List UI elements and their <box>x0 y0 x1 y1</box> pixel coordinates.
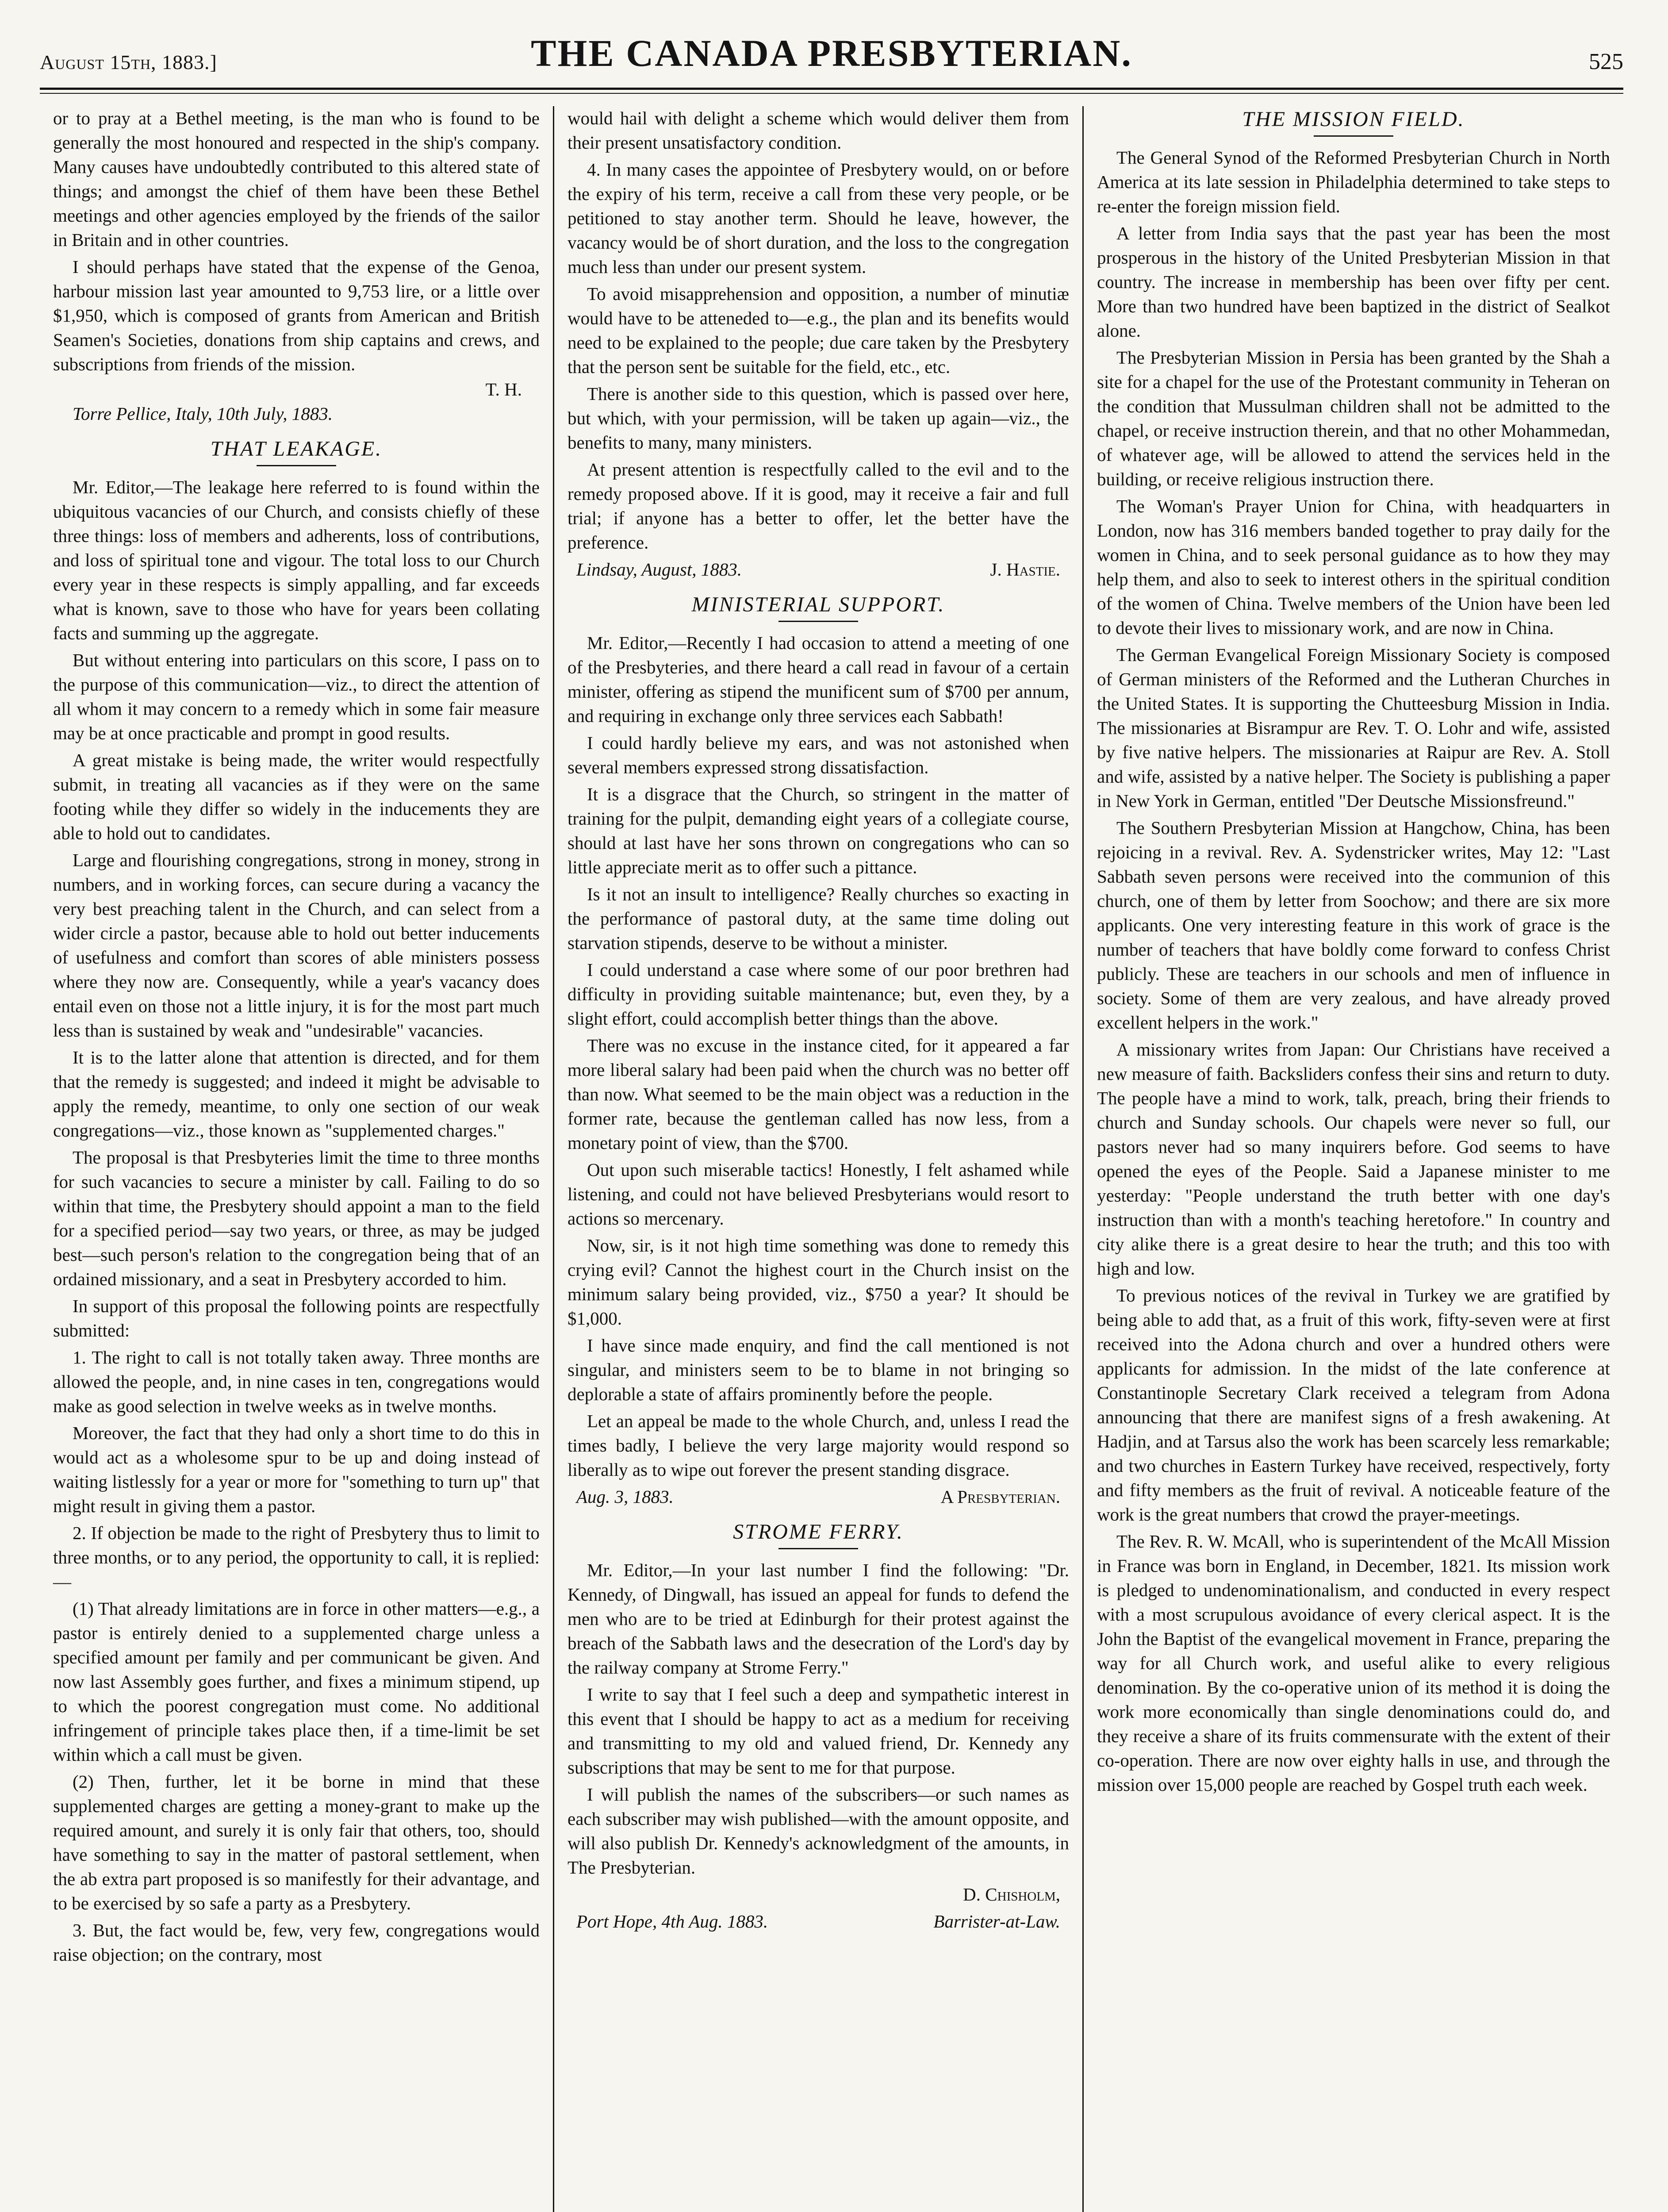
paragraph: The Rev. R. W. McAll, who is superintendent of the McAll Mission in France was born in England, in December, 1821. Its mission work is pledged to undenominationalism, and conducted in every respect with a most scrupulous avoidance of every clerical aspect. It is the John the Baptist of the evangelical movement in France, preparing the way for all Church work, and useful alike to every religious denomination. By the co-operative union of its method it is doing the work more economically than single denominations could do, and they receive a share of its fruits commensurate with the extent of their co-operation. There are now over eighty halls in use, and through the mission over 15,000 people are reached by Gospel truth each week. <box>1097 1531 1610 1795</box>
masthead-rule-thin <box>40 93 1623 94</box>
paragraph: I could understand a case where some of our poor brethren had difficulty in providing suitable maintenance; but, even they, by a slight effort, could accomplish better things than the above. <box>568 960 1069 1029</box>
paragraph: (2) Then, further, let it be borne in mind that these supplemented charges are getting a money-grant to make up the required amount, and surely it is only fair that others, too, should have something to say in the matter of pastoral settlement, when the ab extra part proposed is so manifestly for their advantage, and to be exercised by so safe a party as a Presbytery. <box>53 1771 540 1913</box>
column-middle <box>553 106 1084 2212</box>
paragraph: It is a disgrace that the Church, so stringent in the matter of training for the pulpit, demanding eight years of a collegiate course, should at last have her sons thrown on congregations who can so little appreciate merit as to offer such a pittance. <box>568 784 1069 877</box>
paragraph: To avoid misapprehension and opposition, a number of minutiæ would have to be atteneded to—e.g., the plan and its benefits would need to be explained to the people; due care taken by the Presbytery that the person sent be suitable for the field, etc., etc. <box>568 284 1069 377</box>
article-heading-ministerial-support: MINISTERIAL SUPPORT. <box>691 593 945 616</box>
paragraph: would hail with delight a scheme which would deliver them from their present unsatisfactory condition. <box>568 108 1069 153</box>
article-columns <box>40 106 1623 2212</box>
paragraph: I have since made enquiry, and find the call mentioned is not singular, and ministers seem to be to blame in not bringing so deplorable a state of affairs prominently before the people. <box>568 1335 1069 1404</box>
author-name: A Presbyterian. <box>940 1486 1060 1507</box>
paragraph: I will publish the names of the subscribers—or such names as each subscriber may wish published—with the amount opposite, and will also publish Dr. Kennedy's acknowledgment of the amounts, in The Presbyterian. <box>568 1784 1069 1878</box>
author-name: D. Chisholm, <box>963 1884 1060 1905</box>
author-title: Barrister-at-Law. <box>933 1911 1060 1932</box>
paragraph: Mr. Editor,—Recently I had occasion to attend a meeting of one of the Presbyteries, and there heard a call read in favour of a certain minister, offering as stipend the munificent sum of $700 per annum, and requiring in exchange only three services each Sabbath! <box>568 633 1069 726</box>
dateline: Torre Pellice, Italy, 10th July, 1883. <box>73 403 333 424</box>
paragraph: The Southern Presbyterian Mission at Hangchow, China, has been rejoicing in a revival. Rev. A. Sydenstricker writes, May 12: "Last Sabbath seven persons were received into the communion of this church, one of them by letter from Soochow; and there are six more applicants. One very interesting feature in this work of grace is the number of teachers that have boldly come forward to confess Christ publicly. These are teachers in our schools and men of influence in society. Some of them are very zealous, and have already proved excellent helpers in the work." <box>1097 818 1610 1033</box>
paragraph: I should perhaps have stated that the expense of the Genoa, harbour mission last year amounted to 9,753 lire, or a little over $1,950, which is composed of grants from American and British Seamen's Societies, donations from ship captains and crews, and subscriptions from friends of the mission. <box>53 257 540 374</box>
dateline: Port Hope, 4th Aug. 1883. <box>576 1911 768 1932</box>
column-right <box>1084 106 1623 2212</box>
signature-block <box>568 557 1069 582</box>
paragraph: 4. In many cases the appointee of Presbytery would, on or before the expiry of his term, receive a call from these very people, or be petitioned to stay another term. Should he leave, however, the vacancy would be of short duration, and the loss to the congregation much less than under our present system. <box>568 159 1069 277</box>
paragraph: Mr. Editor,—In your last number I find the following: "Dr. Kennedy, of Dingwall, has issued an appeal for funds to defend the men who are to be tried at Edinburgh for their protest against the breach of the Sabbath laws and the desecration of the Lord's day by the railway company at Strome Ferry." <box>568 1560 1069 1678</box>
newspaper-title: THE CANADA PRESBYTERIAN. <box>531 32 1132 74</box>
masthead-rule-thick <box>40 88 1623 90</box>
paragraph: Large and flourishing congregations, strong in money, strong in numbers, and in working forces, can secure during a vacancy the very best preaching talent in the Church, and can select from a wider circle a pastor, because able to hold out better inducements of usefulness and comfort than scores of able ministers possess where they now are. Consequently, while a year's vacancy does entail even on those not a little injury, it is for the most part much less than is sustained by weak and "undesirable" vacancies. <box>53 850 540 1041</box>
author-name: J. Hastie. <box>990 559 1060 580</box>
paragraph: The Presbyterian Mission in Persia has been granted by the Shah a site for a chapel for the use of the Protestant community in Teheran on the condition that Mussulman children shall not be admitted to the chapel, or receive instruction therein, and that no other Mohammedan, of whatever age, will be allowed to attend the services held in the building, or receive religious instruction there. <box>1097 347 1610 489</box>
paragraph: Mr. Editor,—The leakage here referred to is found within the ubiquitous vacancies of our Church, and consists chiefly of these three things: loss of members and adherents, loss of contributions, and loss of spiritual tone and vigour. The total loss to our Church every year in these respects is simply appalling, and far exceeds what is known, save to those who have for years been collating facts and summing up the aggregate. <box>53 477 540 643</box>
paragraph: It is to the latter alone that attention is directed, and for them that the remedy is suggested; and indeed it might be advisable to apply the remedy, meantime, to only one section of our weak congregations—viz., those known as "supplemented charges." <box>53 1047 540 1141</box>
article-heading-mission-field: THE MISSION FIELD. <box>1242 108 1465 131</box>
masthead <box>40 31 1623 84</box>
dateline: Aug. 3, 1883. <box>576 1486 674 1507</box>
signature-initials: T. H. <box>485 379 522 399</box>
paragraph: Now, sir, is it not high time something was done to remedy this crying evil? Cannot the highest court in the Church insist on the minimum salary being provided, viz., $750 a year? It should be $1,000. <box>568 1235 1069 1329</box>
heading-rule <box>1314 135 1393 137</box>
article-heading-strome-ferry: STROME FERRY. <box>733 1520 904 1544</box>
issue-date: August 15th, 1883.] <box>40 51 217 73</box>
paragraph: At present attention is respectfully called to the evil and to the remedy proposed above. If it is good, may it receive a fair and full trial; if anyone has a better to offer, let the better have the preference. <box>568 459 1069 553</box>
paragraph: I write to say that I feel such a deep and sympathetic interest in this event that I should be happy to act as a medium for receiving and transmitting to my old and valued friend, Dr. Kennedy any subscriptions that may be sent to me for that purpose. <box>568 1684 1069 1778</box>
paragraph: 1. The right to call is not totally taken away. Three months are allowed the people, and, in nine cases in ten, congregations would make as good selection in twelve weeks as in twelve months. <box>53 1347 540 1416</box>
paragraph: There was no excuse in the instance cited, for it appeared a far more liberal salary had been paid when the church was no better off than now. What seemed to be the main object was a reduction in the former rate, because the gentleman called has now less, from a monetary point of view, than the $700. <box>568 1035 1069 1153</box>
paragraph: A letter from India says that the past year has been the most prosperous in the history of the United Presbyterian Mission in that country. The increase in membership has been over fifty per cent. More than two hundred have been baptized in the district of Sealkot alone. <box>1097 223 1610 341</box>
paragraph: A great mistake is being made, the writer would respectfully submit, in treating all vacancies as if they were on the same footing while they differ so widely in the inducements they are able to hold out to candidates. <box>53 750 540 843</box>
paragraph: I could hardly believe my ears, and was not astonished when several members expressed strong dissatisfaction. <box>568 733 1069 777</box>
paragraph: Let an appeal be made to the whole Church, and, unless I read the times badly, I believe the very large majority would respond so liberally as to wipe out forever the present standing disgrace. <box>568 1411 1069 1480</box>
signature-block <box>568 1485 1069 1509</box>
paragraph: Out upon such miserable tactics! Honestly, I felt ashamed while listening, and could not have believed Presbyterians would resort to actions so mercenary. <box>568 1160 1069 1229</box>
heading-rule <box>778 621 858 622</box>
paragraph: The German Evangelical Foreign Missionary Society is composed of German ministers of the Reformed and the Lutheran Churches in the United States. It is supporting the Chutteesburg Mission in India. The missionaries at Bisrampur are Rev. T. O. Lohr and wife, assisted by five native helpers. The missionaries at Raipur are Rev. A. Stoll and wife, assisted by a native helper. The Society is publishing a paper in New York in German, entitled "Der Deutsche Missionsfreund." <box>1097 645 1610 811</box>
paragraph: There is another side to this question, which is passed over here, but which, with your permission, will be taken up again—viz., the benefits to many, many ministers. <box>568 384 1069 453</box>
paragraph: (1) That already limitations are in force in other matters—e.g., a pastor is entirely denied to a supplemented charge unless a specified amount per family and per communicant be given. And now last Assembly goes further, and fixes a minimum stipend, up to which the poorest congregation must come. No additional infringement of principle takes place then, if a time-limit be set within which a call must be given. <box>53 1598 540 1765</box>
paragraph: A missionary writes from Japan: Our Christians have received a new measure of faith. Backsliders confess their sins and return to duty. The people have a mind to work, talk, preach, bring their friends to church and Sunday schools. Our chapels were never so full, our pastors never had so many inquirers before. God seems to have opened the eyes of the People. Said a Japanese minister to me yesterday: "People understand the truth better with one day's instruction than with a month's teaching heretofore." In country and city alike there is a great desire to hear the truth; and this too with high and low. <box>1097 1039 1610 1279</box>
paragraph: But without entering into particulars on this score, I pass on to the purpose of this communication—viz., to direct the attention of all whom it may concern to a remedy which in some fair measure may be at once practicable and prompt in good results. <box>53 650 540 743</box>
paragraph: or to pray at a Bethel meeting, is the man who is found to be generally the most honoured and respected in the ship's company. Many causes have undoubtedly contributed to this altered state of things; and amongst the chief of them have been these Bethel meetings and other agencies employed by the friends of the sailor in Britain and in other countries. <box>53 108 540 250</box>
paragraph: 3. But, the fact would be, few, very few, congregations would raise objection; on the contrary, most <box>53 1920 540 1965</box>
signature-block <box>568 1909 1069 1934</box>
heading-rule <box>257 465 336 466</box>
paragraph: Moreover, the fact that they had only a short time to do this in would act as a wholesome spur to be up and doing instead of waiting listlessly for a year or more for "something to turn up" that might result in giving them a pastor. <box>53 1423 540 1516</box>
column-left <box>40 106 553 2212</box>
paragraph: Is it not an insult to intelligence? Really churches so exacting in the performance of pastoral duty, at the same time doling out starvation stipends, deserve to be without a minister. <box>568 884 1069 953</box>
article-heading-leakage: THAT LEAKAGE. <box>210 437 383 461</box>
paragraph: To previous notices of the revival in Turkey we are gratified by being able to add that, as a fruit of this work, fifty-seven were at first received into the Adona church and over a hundred others were applicants for admission. In the midst of the late conference at Constantinople Secretary Clark received a telegram from Adona announcing that there are manifest signs of a fresh awakening. At Hadjin, and at Tarsus also the work has been scarcely less remarkable; and two churches in Eastern Turkey have received, respectively, forty and fifty members as the fruit of revival. A noticeable feature of the work is the great numbers that crowd the prayer-meetings. <box>1097 1285 1610 1525</box>
page-number: 525 <box>1589 49 1623 74</box>
dateline: Lindsay, August, 1883. <box>576 559 742 580</box>
paragraph: The proposal is that Presbyteries limit the time to three months for such vacancies to secure a minister by call. Failing to do so within that time, the Presbytery should appoint a man to the field for a specified period—say two years, or three, as may be judged best—such person's relation to the congregation being that of an ordained missionary, and a seat in Presbytery accorded to him. <box>53 1147 540 1289</box>
paragraph: 2. If objection be made to the right of Presbytery thus to limit to three months, or to any period, the opportunity to call, it is replied:— <box>53 1523 540 1592</box>
paragraph: The Woman's Prayer Union for China, with headquarters in London, now has 316 members banded together to pray daily for the women in China, and to seek personal guidance as to how they may help them, and also to seek to interest others in the spiritual condition of the women of China. Twelve members of the Union have been led to devote their lives to missionary work, and are now in China. <box>1097 496 1610 638</box>
paragraph: The General Synod of the Reformed Presbyterian Church in North America at its late session in Philadelphia determined to take steps to re-enter the foreign mission field. <box>1097 147 1610 216</box>
heading-rule <box>778 1548 858 1549</box>
paragraph: In support of this proposal the following points are respectfully submitted: <box>53 1296 540 1340</box>
